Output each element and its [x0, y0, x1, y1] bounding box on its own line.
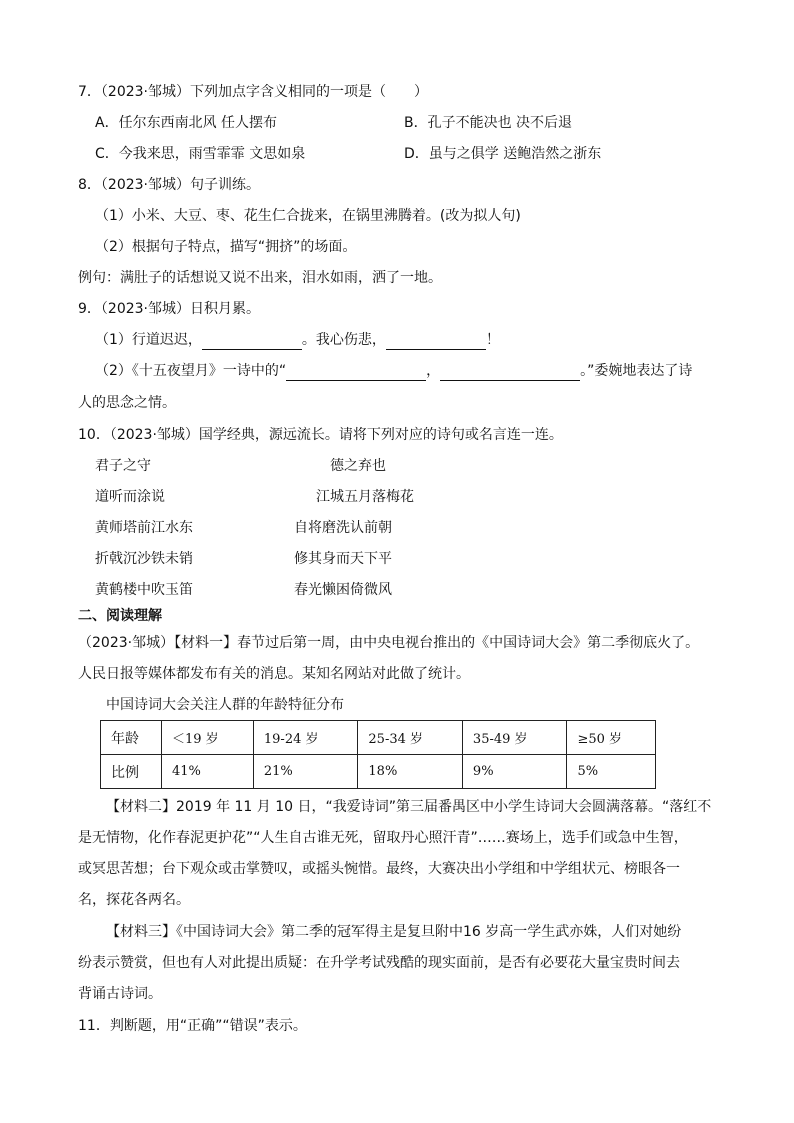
q9-line-1-part-c: ！: [485, 332, 500, 348]
q7-option-b: B．孔子不能决也 决不后退: [404, 115, 573, 131]
q9-line-2-part-b: ，: [426, 363, 441, 379]
q7-option-a: A．任尔东西南北风 任人摆布: [95, 115, 278, 131]
match-left-item[interactable]: 道听而涂说: [95, 489, 165, 505]
q9-line-1-part-b: 。我心伤悲，: [301, 332, 386, 348]
match-right-item[interactable]: 自将磨洗认前朝: [294, 520, 392, 536]
q7-option-c: C．今我来思，雨雪霏霏 文思如泉: [95, 146, 306, 162]
material-1-line-1: （2023·邹城）【材料一】春节过后第一周，由中央电视台推出的《中国诗词大会》第二季彻底火了。: [78, 635, 700, 651]
q9-line-1-part-a: （1）行道迟迟，: [95, 332, 202, 348]
q9-line-2-part-a: （2）《十五夜望月》一诗中的“: [95, 363, 287, 379]
match-right-item[interactable]: 春光懒困倚微风: [294, 582, 392, 598]
match-left-item[interactable]: 折戟沉沙铁未销: [95, 551, 193, 567]
q9-stem: 9．（2023·邹城）日积月累。: [78, 301, 260, 317]
material-3-line-1: 【材料三】《中国诗词大会》第二季的冠军得主是复旦附中16 岁高一学生武亦姝，人们对她纷: [106, 924, 682, 940]
q9-line-1: [95, 330, 500, 350]
match-left-item[interactable]: 君子之守: [95, 458, 151, 474]
q8-sub-1: （1）小米、大豆、枣、花生仁合拢来，在锅里沸腾着。(改为拟人句): [95, 208, 521, 224]
q7-option-d: D．虽与之俱学 送鲍浩然之浙东: [404, 146, 602, 162]
match-right-item[interactable]: 德之弃也: [330, 458, 386, 474]
q11-stem: 11．判断题，用“正确”“错误”表示。: [78, 1018, 307, 1034]
material-2-line-2: 是无情物，化作春泥更护花”“人生自古谁无死，留取丹心照汗青”……赛场上，选手们或急中生智，: [78, 830, 688, 846]
material-2-line-1: 【材料二】2019 年 11 月 10 日，“我爱诗词”第三届番禺区中小学生诗词大会圆满落幕。“落红不: [106, 799, 712, 815]
table-cell: 41%: [162, 755, 254, 789]
table-cell: 18%: [358, 755, 463, 789]
answer-blank[interactable]: [202, 334, 302, 350]
table-cell: 19-24 岁: [253, 721, 358, 755]
table-cell: 21%: [253, 755, 358, 789]
material-2-line-4: 名，探花各两名。: [78, 892, 190, 908]
material-3-line-3: 背诵古诗词。: [78, 986, 162, 1002]
answer-blank[interactable]: [386, 334, 486, 350]
match-left-item[interactable]: 黄鹤楼中吹玉笛: [95, 582, 193, 598]
match-left-item[interactable]: 黄师塔前江水东: [95, 520, 193, 536]
table-cell: 5%: [567, 755, 656, 789]
q8-example: 例句：满肚子的话想说又说不出来，泪水如雨，洒了一地。: [78, 270, 442, 286]
q9-line-2-cont: 人的思念之情。: [78, 395, 176, 411]
material-1-line-2: 人民日报等媒体都发布有关的消息。某知名网站对此做了统计。: [78, 666, 470, 682]
material-2-line-3: 或冥思苦想；台下观众或击掌赞叹，或摇头惋惜。最终，大赛决出小学组和中学组状元、榜眼各一: [78, 861, 680, 877]
answer-blank[interactable]: [440, 365, 580, 381]
table-cell: 25-34 岁: [358, 721, 463, 755]
q8-stem: 8．（2023·邹城）句子训练。: [78, 177, 260, 193]
q9-line-2: [95, 361, 692, 381]
q8-sub-2: （2）根据句子特点，描写“拥挤”的场面。: [95, 239, 357, 255]
table-cell: 35-49 岁: [462, 721, 567, 755]
table-header-cell: 比例: [101, 755, 162, 789]
table-cell: ≥50 岁: [567, 721, 656, 755]
q7-stem: 7．（2023·邹城）下列加点字含义相同的一项是（ ）: [78, 84, 428, 100]
table-row: [101, 755, 656, 789]
table-cell: ＜19 岁: [162, 721, 254, 755]
table-cell: 9%: [462, 755, 567, 789]
q9-line-2-part-c: 。”委婉地表达了诗: [580, 363, 693, 379]
material-3-line-2: 纷表示赞赏，但也有人对此提出质疑：在升学考试残酷的现实面前，是否有必要花大量宝贵时间去: [78, 955, 680, 971]
answer-blank[interactable]: [286, 365, 426, 381]
match-right-item[interactable]: 修其身而天下平: [294, 551, 392, 567]
match-right-item[interactable]: 江城五月落梅花: [316, 489, 414, 505]
table-title: 中国诗词大会关注人群的年龄特征分布: [106, 697, 344, 713]
table-row: [101, 721, 656, 755]
table-header-cell: 年龄: [101, 721, 162, 755]
section-heading: 二、阅读理解: [78, 608, 162, 624]
age-distribution-table: [100, 720, 656, 789]
q10-stem: 10．（2023·邹城）国学经典，源远流长。请将下列对应的诗句或名言连一连。: [78, 427, 563, 443]
